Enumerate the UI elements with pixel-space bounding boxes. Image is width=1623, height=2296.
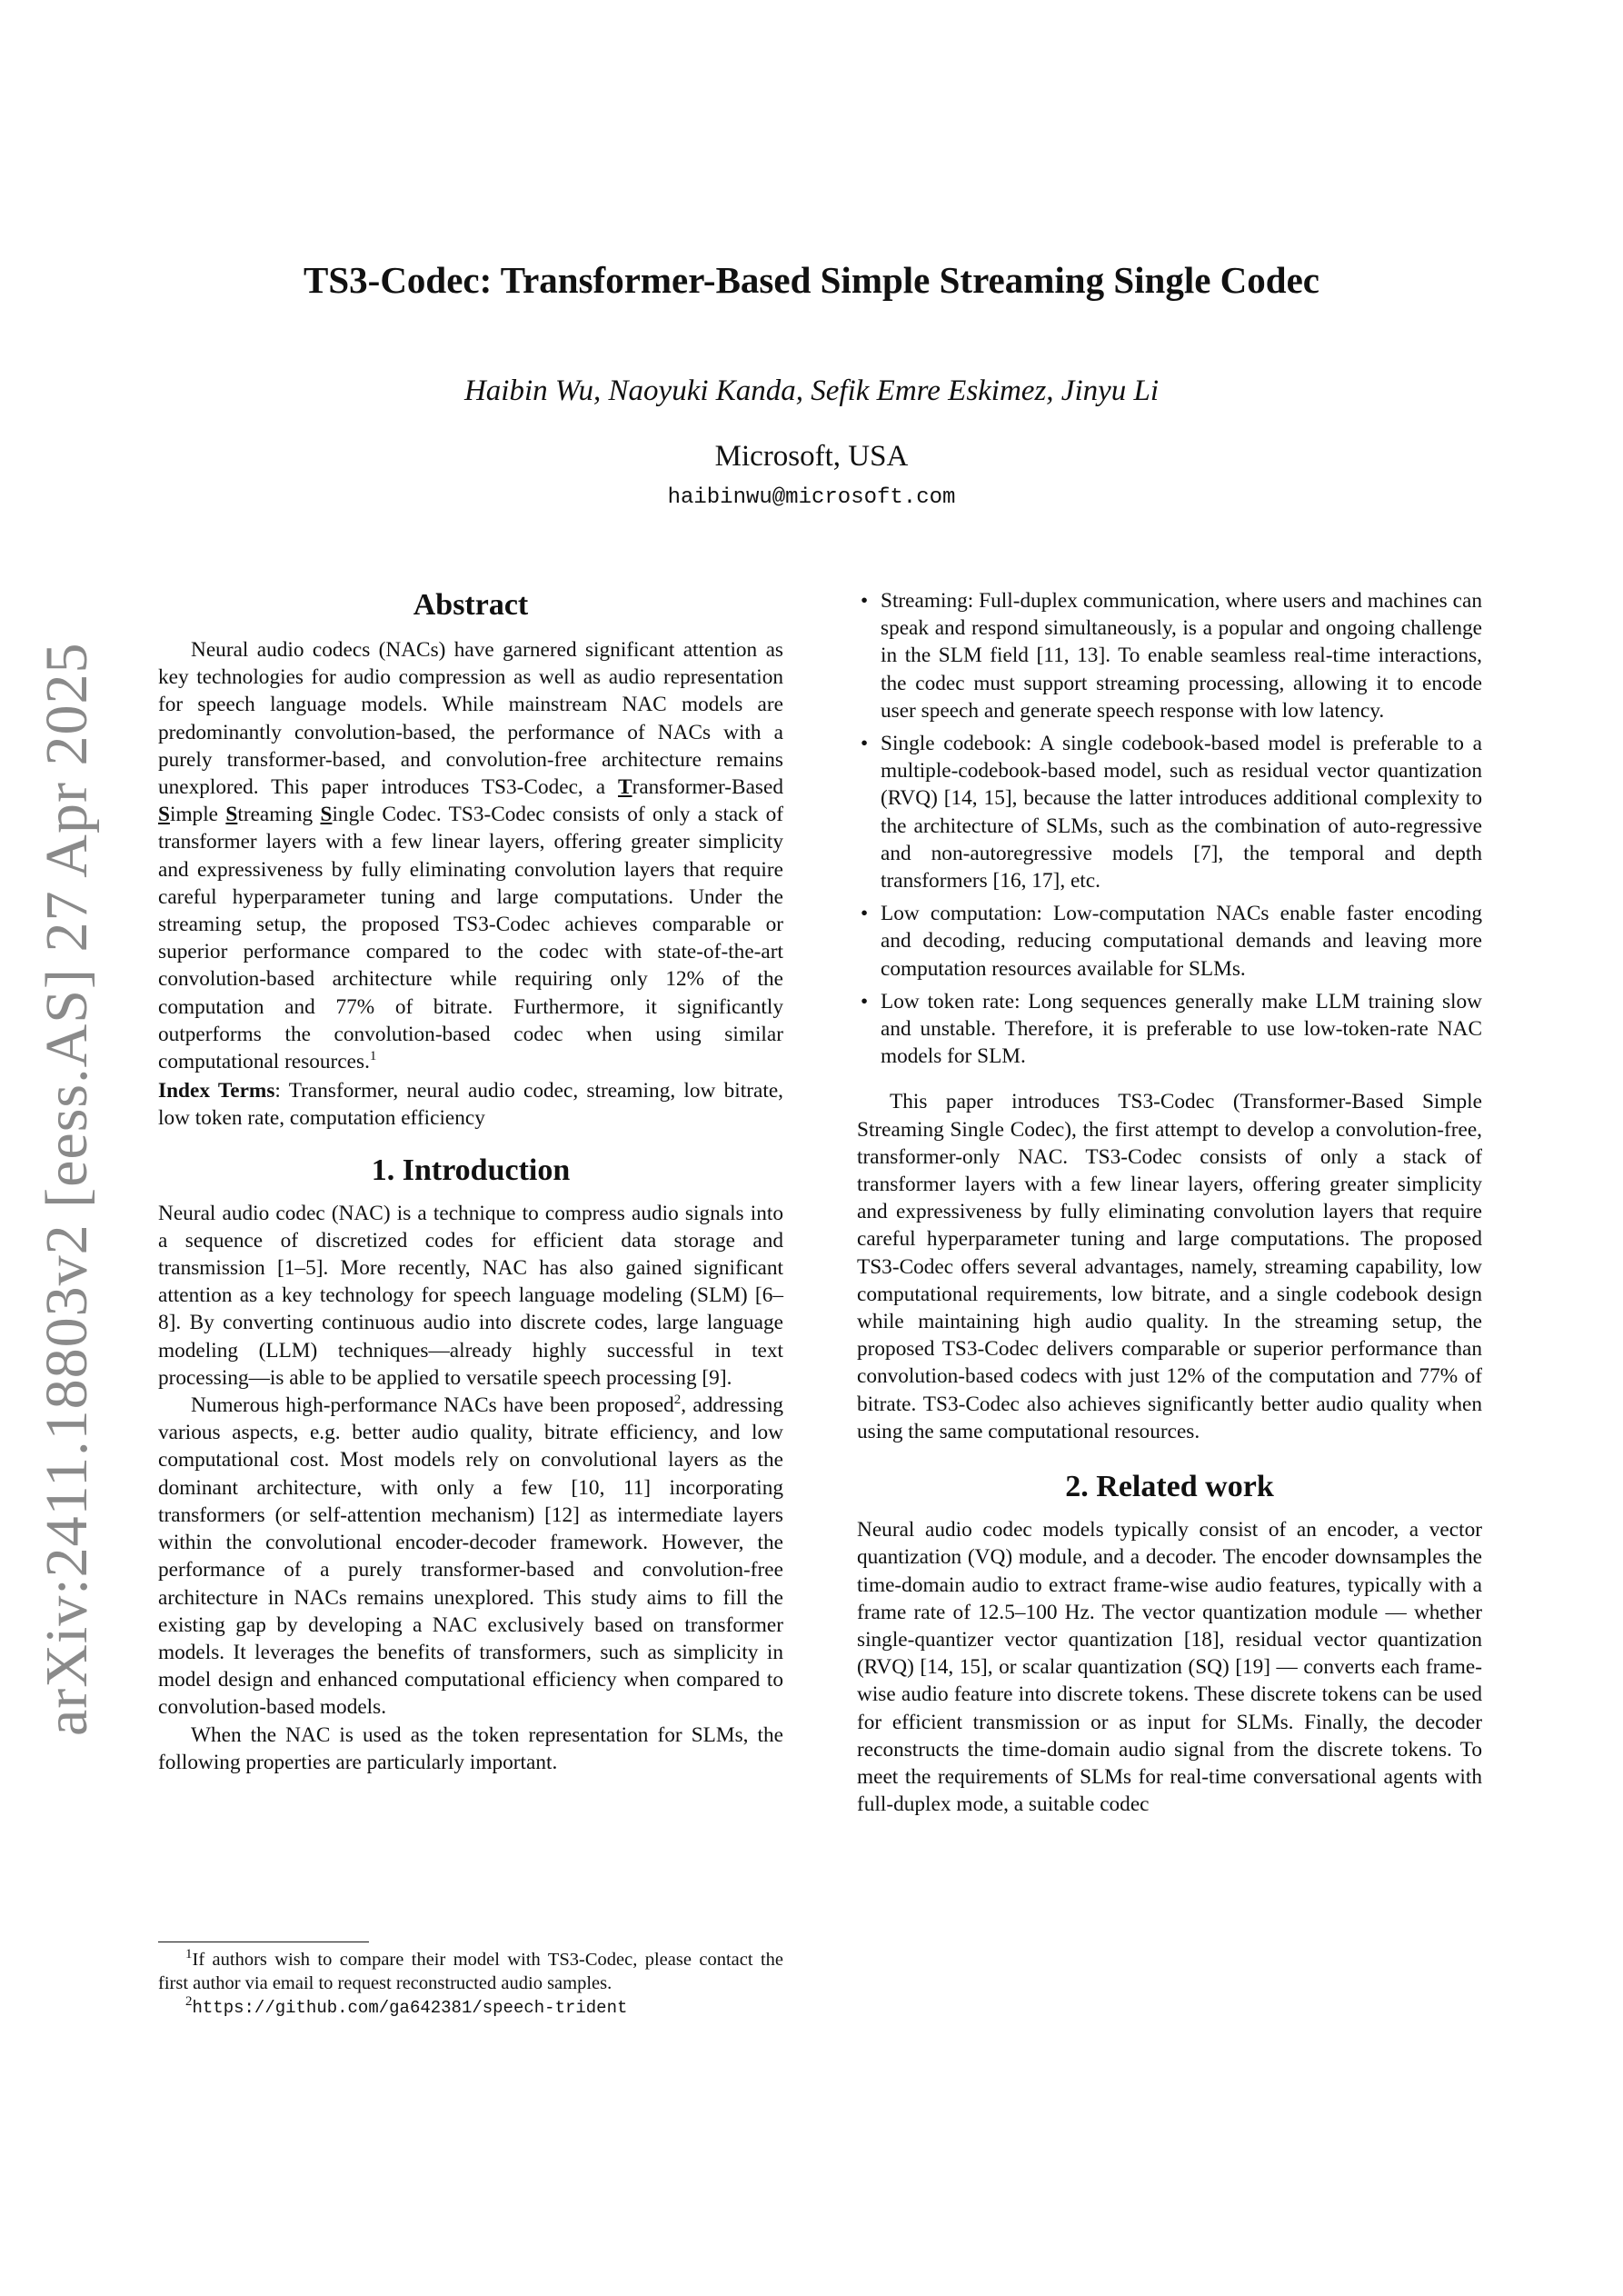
arxiv-identifier: arXiv:2411.18803v2 [eess.AS] 27 Apr 2025 [34,642,100,1736]
intro-paragraph-1: Neural audio codec (NAC) is a technique to compress audio signals into a sequence of discretized codes for efficient data storage and transmission [1–5]. More recently, NAC has also gained significant attention as a key technology for speech language modeling (SLM) [6–8]. By converting continuous audio into discrete codes, large language modeling (LLM) techniques—already highly successful in text processing—is able to be applied to versatile speech processing [9]. [158,1201,783,1390]
paper-title: TS3-Codec: Transformer-Based Simple Streaming Single Codec [304,259,1319,301]
intro-paragraph-3: When the NAC is used as the token representation for SLMs, the following properties are particularly important. [158,1722,783,1774]
footnotes [158,1942,783,2020]
right-column [857,587,1482,1818]
bullet-icon: • [861,902,869,926]
left-column [158,587,783,1776]
bullet-icon: • [861,989,869,1013]
list-item: • Streaming: Full-duplex communication, where users and machines can speak and respond simultaneously, is a popular and ongoing challenge in the SLM field [11, 13]. To enable seamless real-time interactions, the codec must support streaming processing, allowing it to encode user speech and generate speech response with low latency. [861,589,1482,723]
footnote-marker-2: 2 [673,1393,682,1408]
abstract-heading: Abstract [413,588,529,622]
bullet-icon: • [861,732,869,756]
github-link[interactable]: https://github.com/ga642381/speech-trident [192,1998,628,2018]
author-list: Haibin Wu, Naoyuki Kanda, Sefik Emre Eskimez, Jinyu Li [463,374,1160,407]
related-work-heading: 2. Related work [1065,1470,1274,1504]
related-work-paragraph-1: Neural audio codec models typically consist of an encoder, a vector quantization (VQ) module, and a decoder. The encoder downsamples the time-domain audio to extract frame-wise audio features, typically with a frame rate of 12.5–100 Hz. The vector quantization module — whether single-quantizer vector quantization [18], residual vector quantization (RVQ) [14, 15], or scalar quantization (SQ) [19] — converts each frame-wise audio feature into discrete tokens. These discrete tokens can be used for efficient transmission or as input for SLMs. Finally, the decoder reconstructs the time-domain audio signal from the discrete tokens. To meet the requirements of SLMs for real-time conversational agents with full-duplex mode, a suitable codec [857,1518,1482,1817]
property-list [857,587,1482,1070]
list-item: • Low computation: Low-computation NACs enable faster encoding and decoding, reducing computational demands and leaving more computation resources available for SLMs. [861,902,1482,981]
index-terms: Index Terms: Transformer, neural audio codec, streaming, low bitrate, low token rate, computation efficiency [158,1079,783,1131]
intro-paragraph-4: This paper introduces TS3-Codec (Transformer-Based Simple Streaming Single Codec), the first attempt to develop a convolution-free, transformer-only NAC. TS3-Codec consists of only a stack of transformer layers with a few linear layers, offering greater simplicity and expressiveness by fully eliminating convolution layers that require careful hyperparameter tuning and large computations. The proposed TS3-Codec offers several advantages, namely, streaming capability, low computational requirements, low bitrate, and a single codebook design while maintaining high audio quality. In the streaming setup, the proposed TS3-Codec delivers comparable or superior performance than convolution-based codecs with just 12% of the computation and 77% of bitrate. TS3-Codec also achieves significantly better audio quality when using the same computational resources. [857,1090,1482,1443]
list-item: • Single codebook: A single codebook-based model is preferable to a multiple-codebook-based model, such as residual vector quantization (RVQ) [14, 15], because the latter introduces additional complexity to the architecture of SLMs, such as the combination of auto-regressive and non-autoregressive models [7], the temporal and depth transformers [16, 17], etc. [861,732,1482,893]
affiliation: Microsoft, USA [714,440,909,473]
abstract-text: Neural audio codecs (NACs) have garnered significant attention as key technologies for audio compression as well as audio representation for speech language models. While mainstream NAC models are predominantly convolution-based, the performance of NACs with a purely transformer-based, and convolution-free architecture remains unexplored. This paper introduces TS3-Codec, a Transformer-Based Simple Streaming Single Codec. TS3-Codec consists of only a stack of transformer layers with a few linear layers, offering greater simplicity and expressiveness by fully eliminating convolution layers that require careful hyperparameter tuning and large computations. Under the streaming setup, the proposed TS3-Codec achieves comparable or superior performance compared to the codec with state-of-the-art convolution-based architecture while requiring only 12% of the computation and 77% of bitrate. Furthermore, it significantly outperforms the convolution-based codec when using similar computational resources.$^1$ [158,638,783,1074]
intro-paragraph-2: Numerous high-performance NACs have been proposed$^2$, addressing various aspects, e.g. better audio quality, bitrate efficiency, and low computational cost. Most models rely on convolutional layers as the dominant architecture, with only a few [10, 11] incorporating transformers (or self-attention mechanism) [12] as intermediate layers within the convolutional encoder-decoder framework. However, the performance of a purely transformer-based and convolution-free architecture in NACs remains unexplored. This study aims to fill the existing gap by developing a NAC exclusively based on transformer models. It leverages the benefits of transformers, such as simplicity in model design and enhanced computational efficiency when compared to convolution-based models. [158,1393,783,1720]
footnote-1: $^1$If authors wish to compare their model with TS3-Codec, please contact the first author via email to request reconstructed audio samples. [158,1947,783,1993]
footnote-marker-1: 1 [369,1049,377,1064]
introduction-heading: 1. Introduction [371,1153,571,1187]
footnote-2: $^2$https://github.com/ga642381/speech-trident [185,1994,628,2018]
bullet-icon: • [861,589,869,613]
list-item: • Low token rate: Long sequences generally make LLM training slow and unstable. Therefore, it is preferable to use low-token-rate NAC models for SLM. [861,989,1482,1069]
contact-email: haibinwu@microsoft.com [667,485,956,510]
